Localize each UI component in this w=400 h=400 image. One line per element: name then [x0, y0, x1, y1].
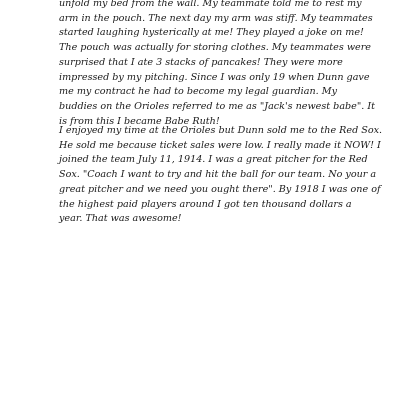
text-line: me my contract he had to become my legal guardian. My: [59, 86, 337, 98]
text-line: Sox. "Coach I want to try and hit the ball for our team. No your a: [59, 169, 377, 181]
text-line: surprised that I ate 3 stacks of pancakes! They were more: [59, 56, 343, 68]
text-line: is from this I became Babe Ruth!: [59, 115, 220, 127]
paragraph-1: [59, 0, 376, 129]
text-line: joined the team July 11, 1914. I was a great pitcher for the Red: [59, 154, 368, 166]
text-line: The pouch was actually for storing clothes. My teammates were: [59, 42, 371, 54]
text-line: impressed by my pitching. Since I was only 19 when Dunn gave: [59, 71, 370, 83]
text-line: arm in the pouch. The next day my arm was stiff. My teammates: [59, 12, 373, 24]
text-line: unfold my bed from the wall. My teammate told me to rest my: [59, 0, 362, 9]
text-line: started laughing hysterically at me! They played a joke on me!: [59, 27, 364, 39]
text-line: great pitcher and we need you ought there". By 1918 I was one of: [59, 183, 381, 195]
text-line: the highest paid players around I got ten thousand dollars a: [59, 198, 352, 210]
text-line: buddies on the Orioles referred to me as "Jack's newest babe". It: [59, 100, 376, 112]
text-line: I enjoyed my time at the Orioles but Dunn sold me to the Red Sox.: [59, 125, 383, 136]
paragraph-2: [59, 124, 383, 227]
text-line: year. That was awesome!: [59, 213, 182, 225]
text-line: He sold me because ticket sales were low. I really made it NOW! I: [59, 139, 381, 151]
